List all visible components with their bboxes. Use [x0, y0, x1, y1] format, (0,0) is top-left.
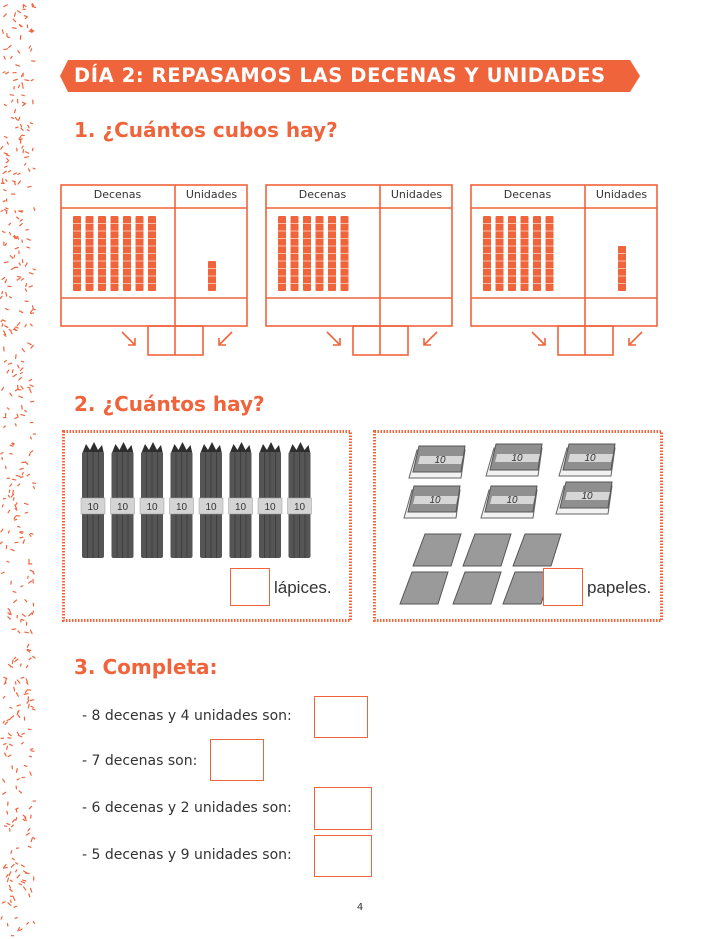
svg-text:10: 10: [429, 495, 441, 506]
svg-text:10: 10: [116, 502, 129, 513]
paper-stack: [559, 444, 615, 476]
tens-rod: [73, 216, 81, 291]
tens-column-header: Decenas: [298, 188, 347, 201]
tens-rod: [533, 216, 541, 291]
pencil-bundle: [170, 442, 194, 558]
arrow-down-left-icon: [219, 332, 232, 345]
tens-rod: [136, 216, 144, 291]
svg-text:10: 10: [511, 453, 523, 464]
paper-stack: [556, 482, 612, 514]
papers-answer-box[interactable]: [543, 568, 583, 606]
page-title: DÍA 2: REPASAMOS LAS DECENAS Y UNIDADES: [74, 64, 606, 87]
table-drawing: [265, 184, 453, 356]
tens-rod: [123, 216, 131, 291]
svg-text:10: 10: [264, 502, 276, 513]
arrow-down-right-icon: [532, 332, 545, 345]
decorative-side-pattern: [0, 0, 36, 939]
completa-item-2: - 7 decenas son:: [82, 753, 198, 769]
tens-rod: [316, 216, 324, 291]
table-drawing: [60, 184, 248, 356]
completa-answer-box-1[interactable]: [314, 696, 368, 738]
tens-rod: [508, 216, 516, 291]
paper-stack: [404, 486, 460, 518]
loose-paper-sheet: [513, 534, 561, 566]
arrow-down-left-icon: [424, 332, 437, 345]
tens-rod: [98, 216, 106, 291]
paper-stack: [481, 486, 537, 518]
tens-rod: [521, 216, 529, 291]
loose-paper-sheet: [400, 572, 448, 604]
tens-rod: [278, 216, 286, 291]
pencil-bundle: [111, 442, 135, 558]
table-drawing: [470, 184, 658, 356]
pencils-answer-box[interactable]: [230, 568, 270, 606]
loose-paper-sheet: [463, 534, 511, 566]
unit-cubes: [208, 261, 216, 291]
arrow-down-right-icon: [122, 332, 135, 345]
tens-column-header: Decenas: [503, 188, 552, 201]
units-column-header: Unidades: [595, 188, 648, 201]
place-value-table-2: [265, 184, 453, 356]
pencil-bundle: [258, 442, 282, 558]
tens-rod: [148, 216, 156, 291]
section-1-title: 1. ¿Cuántos cubos hay?: [74, 118, 338, 142]
svg-text:10: 10: [175, 502, 188, 513]
svg-text:10: 10: [434, 455, 446, 466]
loose-paper-sheet: [453, 572, 501, 604]
section-3-title: 3. Completa:: [74, 655, 218, 679]
pencil-bundle: [229, 442, 253, 558]
completa-item-3: - 6 decenas y 2 unidades son:: [82, 800, 292, 816]
completa-answer-box-3[interactable]: [314, 787, 372, 830]
tens-rod: [303, 216, 311, 291]
pencils-frame: [62, 430, 352, 622]
tens-rod: [483, 216, 491, 291]
loose-paper-sheet: [413, 534, 461, 566]
completa-answer-box-2[interactable]: [210, 739, 264, 781]
arrow-down-right-icon: [327, 332, 340, 345]
place-value-table-3: [470, 184, 658, 356]
units-column-header: Unidades: [185, 188, 238, 201]
svg-text:10: 10: [584, 453, 596, 464]
tens-rod: [328, 216, 336, 291]
papers-frame: [373, 430, 663, 622]
svg-text:10: 10: [146, 502, 158, 513]
page-number: 4: [356, 902, 364, 913]
tens-rod: [86, 216, 94, 291]
paper-stack: [409, 446, 465, 478]
tens-rod: [496, 216, 504, 291]
paper-stack: [486, 444, 542, 476]
papers-answer-label: papeles.: [587, 578, 652, 597]
svg-text:10: 10: [581, 491, 593, 502]
svg-text:10: 10: [234, 502, 247, 513]
pencil-bundle: [140, 442, 164, 558]
pencil-bundle: [288, 442, 312, 558]
place-value-table-1: [60, 184, 248, 356]
tens-rod: [291, 216, 299, 291]
arrow-down-left-icon: [629, 332, 642, 345]
units-column-header: Unidades: [390, 188, 443, 201]
unit-cubes: [618, 246, 626, 291]
svg-text:10: 10: [293, 502, 306, 513]
pencils-answer-label: lápices.: [274, 578, 332, 597]
svg-text:10: 10: [205, 502, 217, 513]
pencil-bundle: [81, 442, 105, 558]
tens-rod: [111, 216, 119, 291]
section-2-title: 2. ¿Cuántos hay?: [74, 392, 265, 416]
pencil-bundle: [199, 442, 223, 558]
svg-text:10: 10: [506, 495, 518, 506]
completa-item-4: - 5 decenas y 9 unidades son:: [82, 847, 292, 863]
tens-column-header: Decenas: [93, 188, 142, 201]
completa-item-1: - 8 decenas y 4 unidades son:: [82, 708, 292, 724]
tens-rod: [341, 216, 349, 291]
svg-text:10: 10: [87, 502, 99, 513]
tens-rod: [546, 216, 554, 291]
completa-answer-box-4[interactable]: [314, 835, 372, 877]
